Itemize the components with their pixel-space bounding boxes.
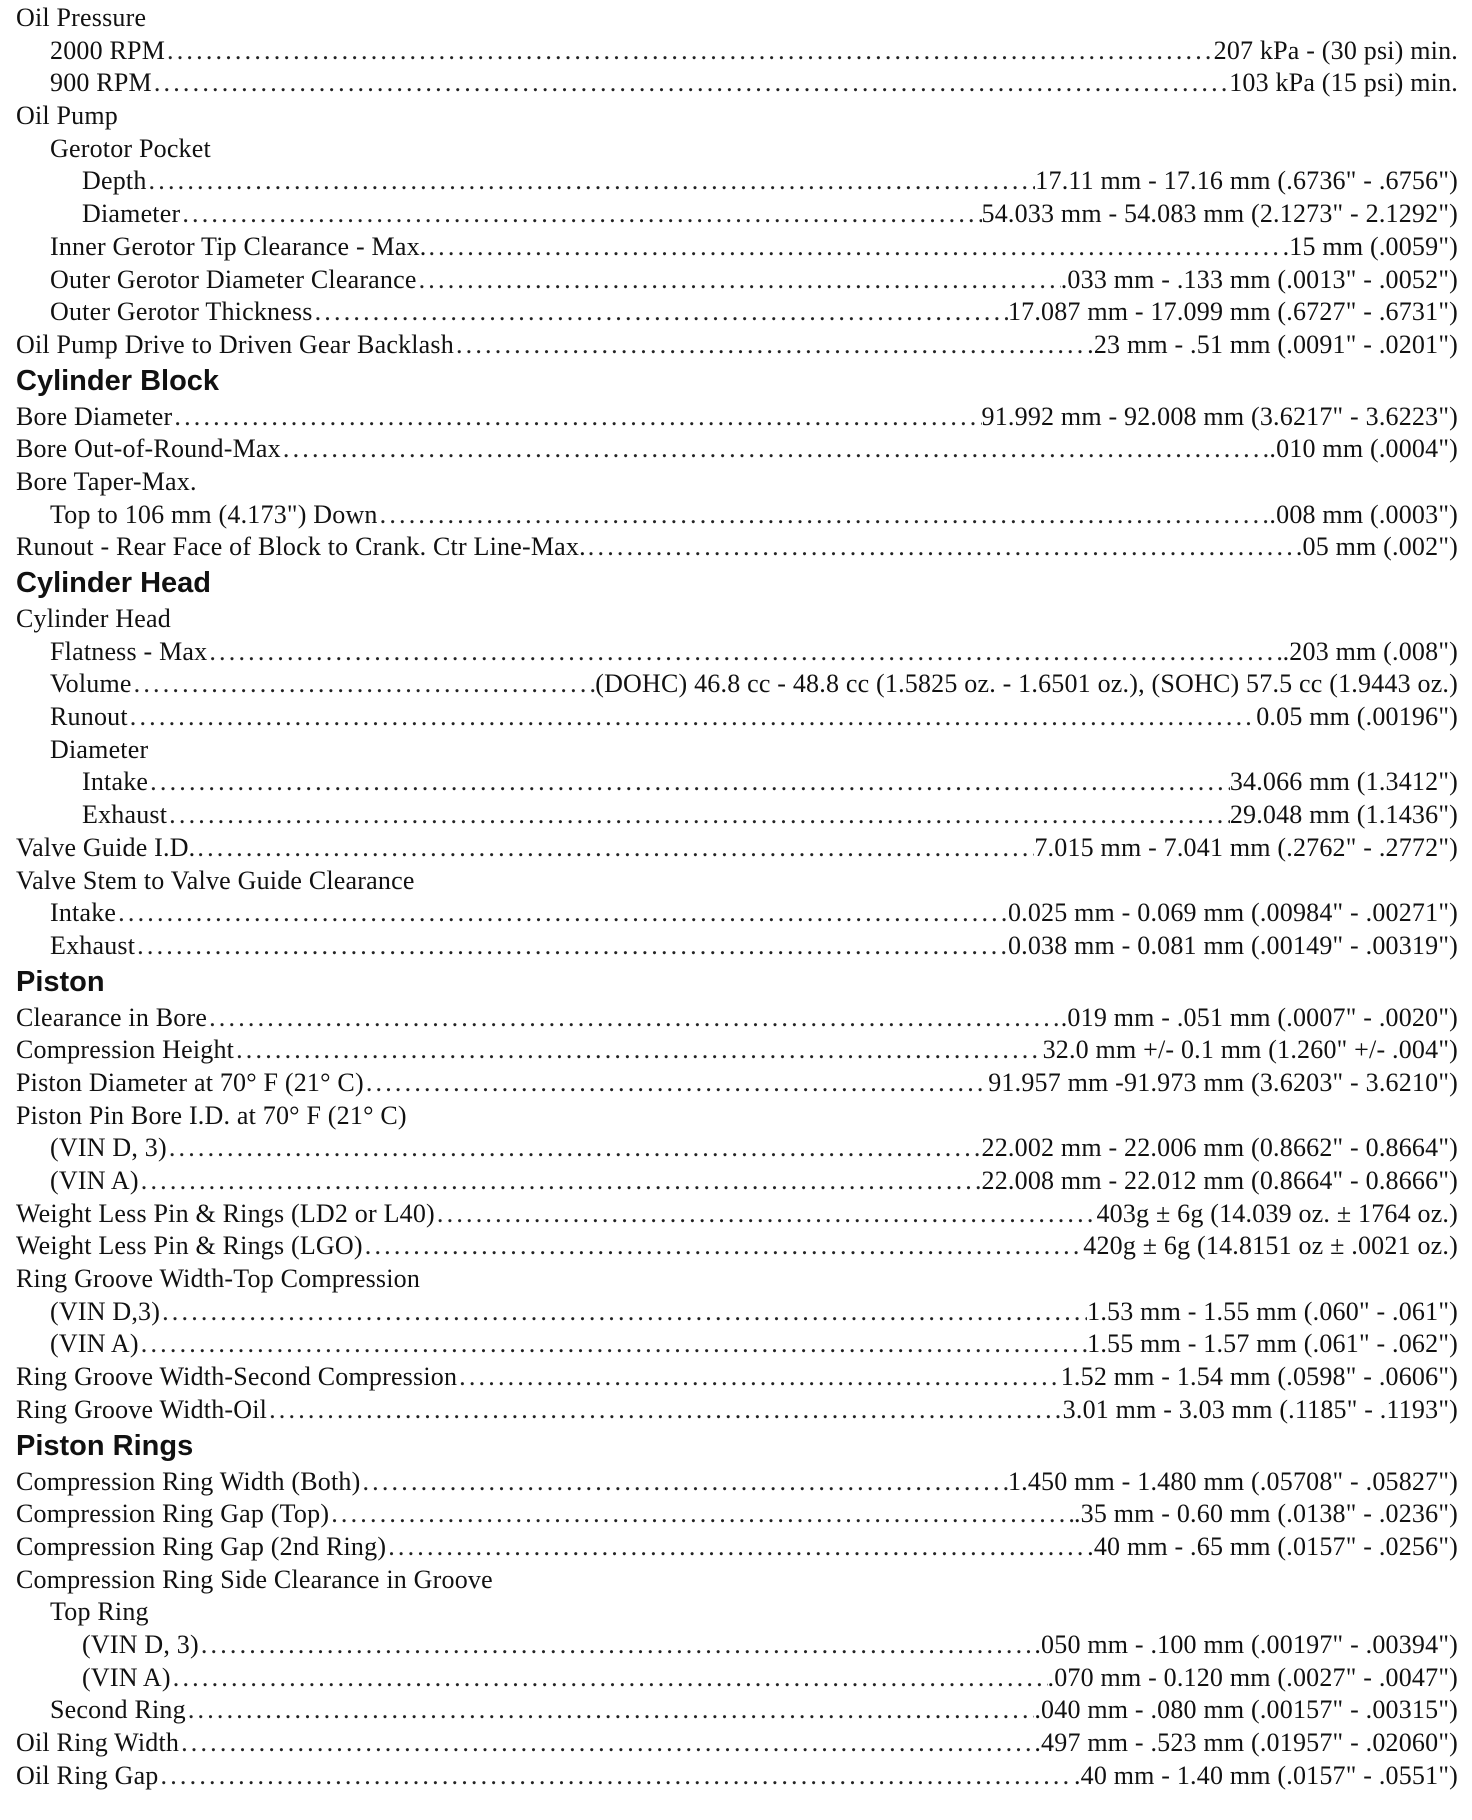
spec-row [0, 1230, 1472, 1263]
spec-value: .497 mm - .523 mm (.01957" - .02060") [1034, 1728, 1458, 1757]
spec-row [0, 401, 1472, 434]
dot-leader [329, 1498, 1074, 1531]
dot-leader [135, 930, 1008, 963]
spec-value: .040 mm - .080 mm (.00157" - .00315") [1034, 1695, 1458, 1725]
spec-row [0, 1296, 1472, 1329]
spec-value: .05 mm (.002") [1295, 532, 1458, 562]
dot-leader [454, 329, 1087, 362]
spec-label: Inner Gerotor Tip Clearance - Max. [50, 231, 427, 261]
dot-leader [171, 1662, 1048, 1695]
group-label-compression-ring-side-clearance-in-groov: Compression Ring Side Clearance in Groove [16, 1564, 493, 1594]
group-label-top-ring: Top Ring [50, 1597, 149, 1627]
spec-value: 17.11 mm - 17.16 mm (.6736" - .6756") [1035, 166, 1458, 196]
dot-leader [435, 1198, 1097, 1231]
spec-value: 32.0 mm +/- 0.1 mm (1.260" +/- .004") [1042, 1035, 1458, 1065]
spec-row [0, 897, 1472, 930]
dot-leader [139, 1165, 982, 1198]
spec-label: Oil Pump Drive to Driven Gear Backlash [16, 329, 454, 359]
spec-value: .203 mm (.008") [1282, 636, 1458, 666]
spec-row [0, 1165, 1472, 1198]
spec-label: Compression Height [16, 1035, 235, 1065]
spec-value: .070 mm - 0.120 mm (.0027" - .0047") [1047, 1662, 1458, 1692]
spec-row [0, 231, 1472, 264]
dot-leader [148, 766, 1230, 799]
group-label-ring-groove-width-top-compression: Ring Groove Width-Top Compression [16, 1264, 421, 1294]
spec-row [0, 531, 1472, 564]
dot-leader [139, 1328, 1087, 1361]
spec-row [0, 1694, 1472, 1727]
dot-leader [179, 1727, 1034, 1760]
dot-leader [167, 1132, 982, 1165]
dot-leader [128, 701, 1256, 734]
spec-label: (VIN D, 3) [82, 1629, 199, 1659]
spec-label: Oil Ring Width [16, 1728, 180, 1757]
spec-row [0, 499, 1472, 532]
spec-label: Compression Ring Width (Both) [16, 1466, 361, 1496]
spec-value: .033 mm - .133 mm (.0013" - .0052") [1060, 264, 1458, 294]
spec-label: Ring Groove Width-Second Compression [16, 1362, 458, 1392]
spec-label: Weight Less Pin & Rings (LD2 or L40) [16, 1198, 435, 1228]
spec-row [0, 1629, 1472, 1662]
spec-value: 1.52 mm - 1.54 mm (.0598" - .0606") [1060, 1362, 1458, 1392]
spec-label: Compression Ring Gap (2nd Ring) [16, 1531, 387, 1561]
spec-row [0, 636, 1472, 669]
section-heading-cylinder-head: Cylinder Head [16, 567, 211, 599]
spec-value: 420g ± 6g (14.8151 oz ± .0021 oz.) [1083, 1231, 1458, 1261]
spec-row [0, 1727, 1472, 1760]
spec-value: 1.55 mm - 1.57 mm (.061" - .062") [1087, 1329, 1458, 1359]
dot-leader [281, 433, 1270, 466]
spec-row [0, 1132, 1472, 1165]
group-label-diameter: Diameter [50, 734, 149, 764]
group-label-piston-pin-bore-i-d-at-70-f-21-c: Piston Pin Bore I.D. at 70° F (21° C) [16, 1100, 407, 1130]
dot-leader [159, 1760, 1074, 1793]
spec-label: Depth [82, 166, 147, 196]
spec-value: 1.450 mm - 1.480 mm (.05708" - .05827") [1007, 1466, 1458, 1496]
section-heading-cylinder-block: Cylinder Block [16, 364, 220, 397]
spec-label: Second Ring [50, 1695, 186, 1725]
dot-leader [186, 1694, 1035, 1727]
spec-label: Outer Gerotor Thickness [50, 297, 313, 327]
spec-label: Valve Guide I.D. [16, 832, 196, 862]
dot-leader [267, 1394, 1063, 1427]
spec-value: .40 mm - .65 mm (.0157" - .0256") [1087, 1531, 1458, 1561]
dot-leader [417, 264, 1061, 297]
group-label-bore-taper-max: Bore Taper-Max. [16, 466, 197, 496]
spec-row [0, 329, 1472, 362]
spec-label: Compression Ring Gap (Top) [16, 1499, 330, 1529]
spec-row [0, 1067, 1472, 1100]
spec-label: Top to 106 mm (4.173") Down [50, 499, 378, 529]
dot-leader [426, 231, 1282, 264]
spec-value: .35 mm - 0.60 mm (.0138" - .0236") [1073, 1499, 1458, 1529]
spec-label: Exhaust [50, 930, 136, 960]
spec-label: Runout - Rear Face of Block to Crank. Ctr Line-Max. [16, 532, 586, 562]
spec-value: .008 mm (.0003") [1269, 499, 1458, 529]
spec-label: Bore Out-of-Round-Max [16, 434, 281, 464]
dot-leader [207, 636, 1282, 669]
spec-value: 7.015 mm - 7.041 mm (.2762" - .2772") [1034, 832, 1458, 862]
group-label-cylinder-head: Cylinder Head [16, 604, 171, 633]
group-label-gerotor-pocket: Gerotor Pocket [50, 133, 211, 163]
group-label-oil-pressure: Oil Pressure [16, 3, 147, 32]
dot-leader [378, 499, 1270, 532]
dot-leader [165, 35, 1214, 68]
spec-row [0, 1531, 1472, 1564]
spec-label: 2000 RPM [50, 35, 166, 65]
spec-value: 34.066 mm (1.3412") [1229, 767, 1458, 797]
spec-value: 403g ± 6g (14.039 oz. ± 1764 oz.) [1096, 1198, 1458, 1228]
spec-row [0, 1361, 1472, 1394]
spec-value: 17.087 mm - 17.099 mm (.6727" - .6731") [1007, 297, 1458, 327]
spec-row [0, 1328, 1472, 1361]
spec-value: .050 mm - .100 mm (.00197" - .00394") [1034, 1629, 1458, 1659]
section-heading-piston-rings: Piston Rings [16, 1429, 194, 1462]
spec-label: Piston Diameter at 70° F (21° C) [16, 1067, 364, 1097]
dot-leader [457, 1361, 1061, 1394]
spec-value: 22.002 mm - 22.006 mm (0.8662" - 0.8664") [981, 1133, 1458, 1163]
spec-row [0, 1198, 1472, 1231]
spec-label: Volume [50, 669, 132, 699]
spec-row [0, 1498, 1472, 1531]
spec-value: 91.992 mm - 92.008 mm (3.6217" - 3.6223") [981, 401, 1458, 431]
spec-label: Outer Gerotor Diameter Clearance [50, 264, 417, 294]
spec-value: 22.008 mm - 22.012 mm (0.8664" - 0.8666") [981, 1166, 1458, 1195]
spec-row [0, 701, 1472, 734]
spec-label: Diameter [82, 199, 181, 229]
spec-label: Flatness - Max [50, 636, 208, 666]
spec-row [0, 930, 1472, 963]
dot-leader [160, 1296, 1087, 1329]
spec-label: Runout [50, 702, 128, 732]
dot-leader [364, 1067, 988, 1100]
spec-row [0, 1034, 1472, 1067]
spec-value: 54.033 mm - 54.083 mm (2.1273" - 2.1292") [981, 199, 1458, 229]
spec-value: 91.957 mm -91.973 mm (3.6203" - 3.6210") [988, 1067, 1458, 1097]
spec-row [0, 433, 1472, 466]
dot-leader [207, 1002, 1061, 1035]
group-label-valve-stem-to-valve-guide-clearance: Valve Stem to Valve Guide Clearance [16, 865, 415, 895]
spec-label: Ring Groove Width-Oil [16, 1394, 268, 1424]
spec-row [0, 668, 1472, 701]
spec-row [0, 198, 1472, 231]
spec-value: .40 mm - 1.40 mm (.0157" - .0551") [1073, 1760, 1458, 1790]
spec-row [0, 1466, 1472, 1499]
dot-leader [386, 1531, 1087, 1564]
spec-label: Oil Ring Gap [16, 1760, 159, 1790]
spec-label: Weight Less Pin & Rings (LGO) [16, 1231, 363, 1261]
spec-label: (VIN D,3) [50, 1296, 161, 1326]
spec-label: Clearance in Bore [16, 1002, 208, 1032]
spec-value: 1.53 mm - 1.55 mm (.060" - .061") [1087, 1296, 1458, 1326]
dot-leader [116, 897, 1008, 930]
spec-label: (VIN A) [50, 1329, 139, 1359]
spec-row [0, 1760, 1472, 1793]
spec-value: 207 kPa - (30 psi) min. [1213, 35, 1458, 65]
spec-row [0, 35, 1472, 68]
spec-label: (VIN D, 3) [50, 1133, 167, 1163]
group-label-oil-pump: Oil Pump [16, 101, 119, 131]
spec-row [0, 67, 1472, 100]
dot-leader [360, 1466, 1007, 1499]
spec-value: (DOHC) 46.8 cc - 48.8 cc (1.5825 oz. - 1.6501 oz.), (SOHC) 57.5 cc (1.9443 oz.) [595, 669, 1458, 699]
dot-leader [363, 1230, 1084, 1263]
dot-leader [147, 165, 1036, 198]
dot-leader [180, 198, 981, 231]
spec-label: Bore Diameter [16, 401, 173, 431]
spec-value: 0.025 mm - 0.069 mm (.00984" - .00271") [1007, 898, 1458, 928]
spec-value: 103 kPa (15 psi) min. [1229, 68, 1458, 98]
spec-label: (VIN A) [50, 1166, 139, 1195]
dot-leader [152, 67, 1229, 100]
dot-leader [167, 799, 1230, 832]
spec-row [0, 264, 1472, 297]
spec-row [0, 832, 1472, 865]
spec-value: 3.01 mm - 3.03 mm (.1185" - .1193") [1062, 1394, 1458, 1424]
spec-row [0, 799, 1472, 832]
dot-leader [199, 1629, 1035, 1662]
spec-value: .23 mm - .51 mm (.0091" - .0201") [1087, 329, 1458, 359]
spec-value: .019 mm - .051 mm (.0007" - .0020") [1060, 1002, 1458, 1032]
spec-row [0, 296, 1472, 329]
spec-label: Exhaust [82, 800, 168, 830]
spec-row [0, 165, 1472, 198]
dot-leader [586, 531, 1296, 564]
spec-value: .010 mm (.0004") [1269, 434, 1458, 464]
spec-row [0, 766, 1472, 799]
dot-leader [234, 1034, 1042, 1067]
spec-value: 0.05 mm (.00196") [1256, 702, 1458, 732]
spec-row [0, 1662, 1472, 1695]
spec-value: 0.038 mm - 0.081 mm (.00149" - .00319") [1007, 930, 1458, 960]
spec-value: 29.048 mm (1.1436") [1229, 800, 1458, 830]
spec-row [0, 1394, 1472, 1427]
spec-row [0, 1002, 1472, 1035]
section-heading-piston: Piston [16, 965, 105, 998]
spec-label: (VIN A) [82, 1662, 171, 1692]
dot-leader [313, 296, 1008, 329]
dot-leader [172, 401, 981, 434]
dot-leader [195, 832, 1034, 865]
dot-leader [132, 668, 596, 701]
spec-label: 900 RPM [50, 68, 152, 98]
spec-value: .15 mm (.0059") [1282, 231, 1458, 261]
spec-label: Intake [82, 767, 149, 797]
spec-label: Intake [50, 898, 117, 928]
